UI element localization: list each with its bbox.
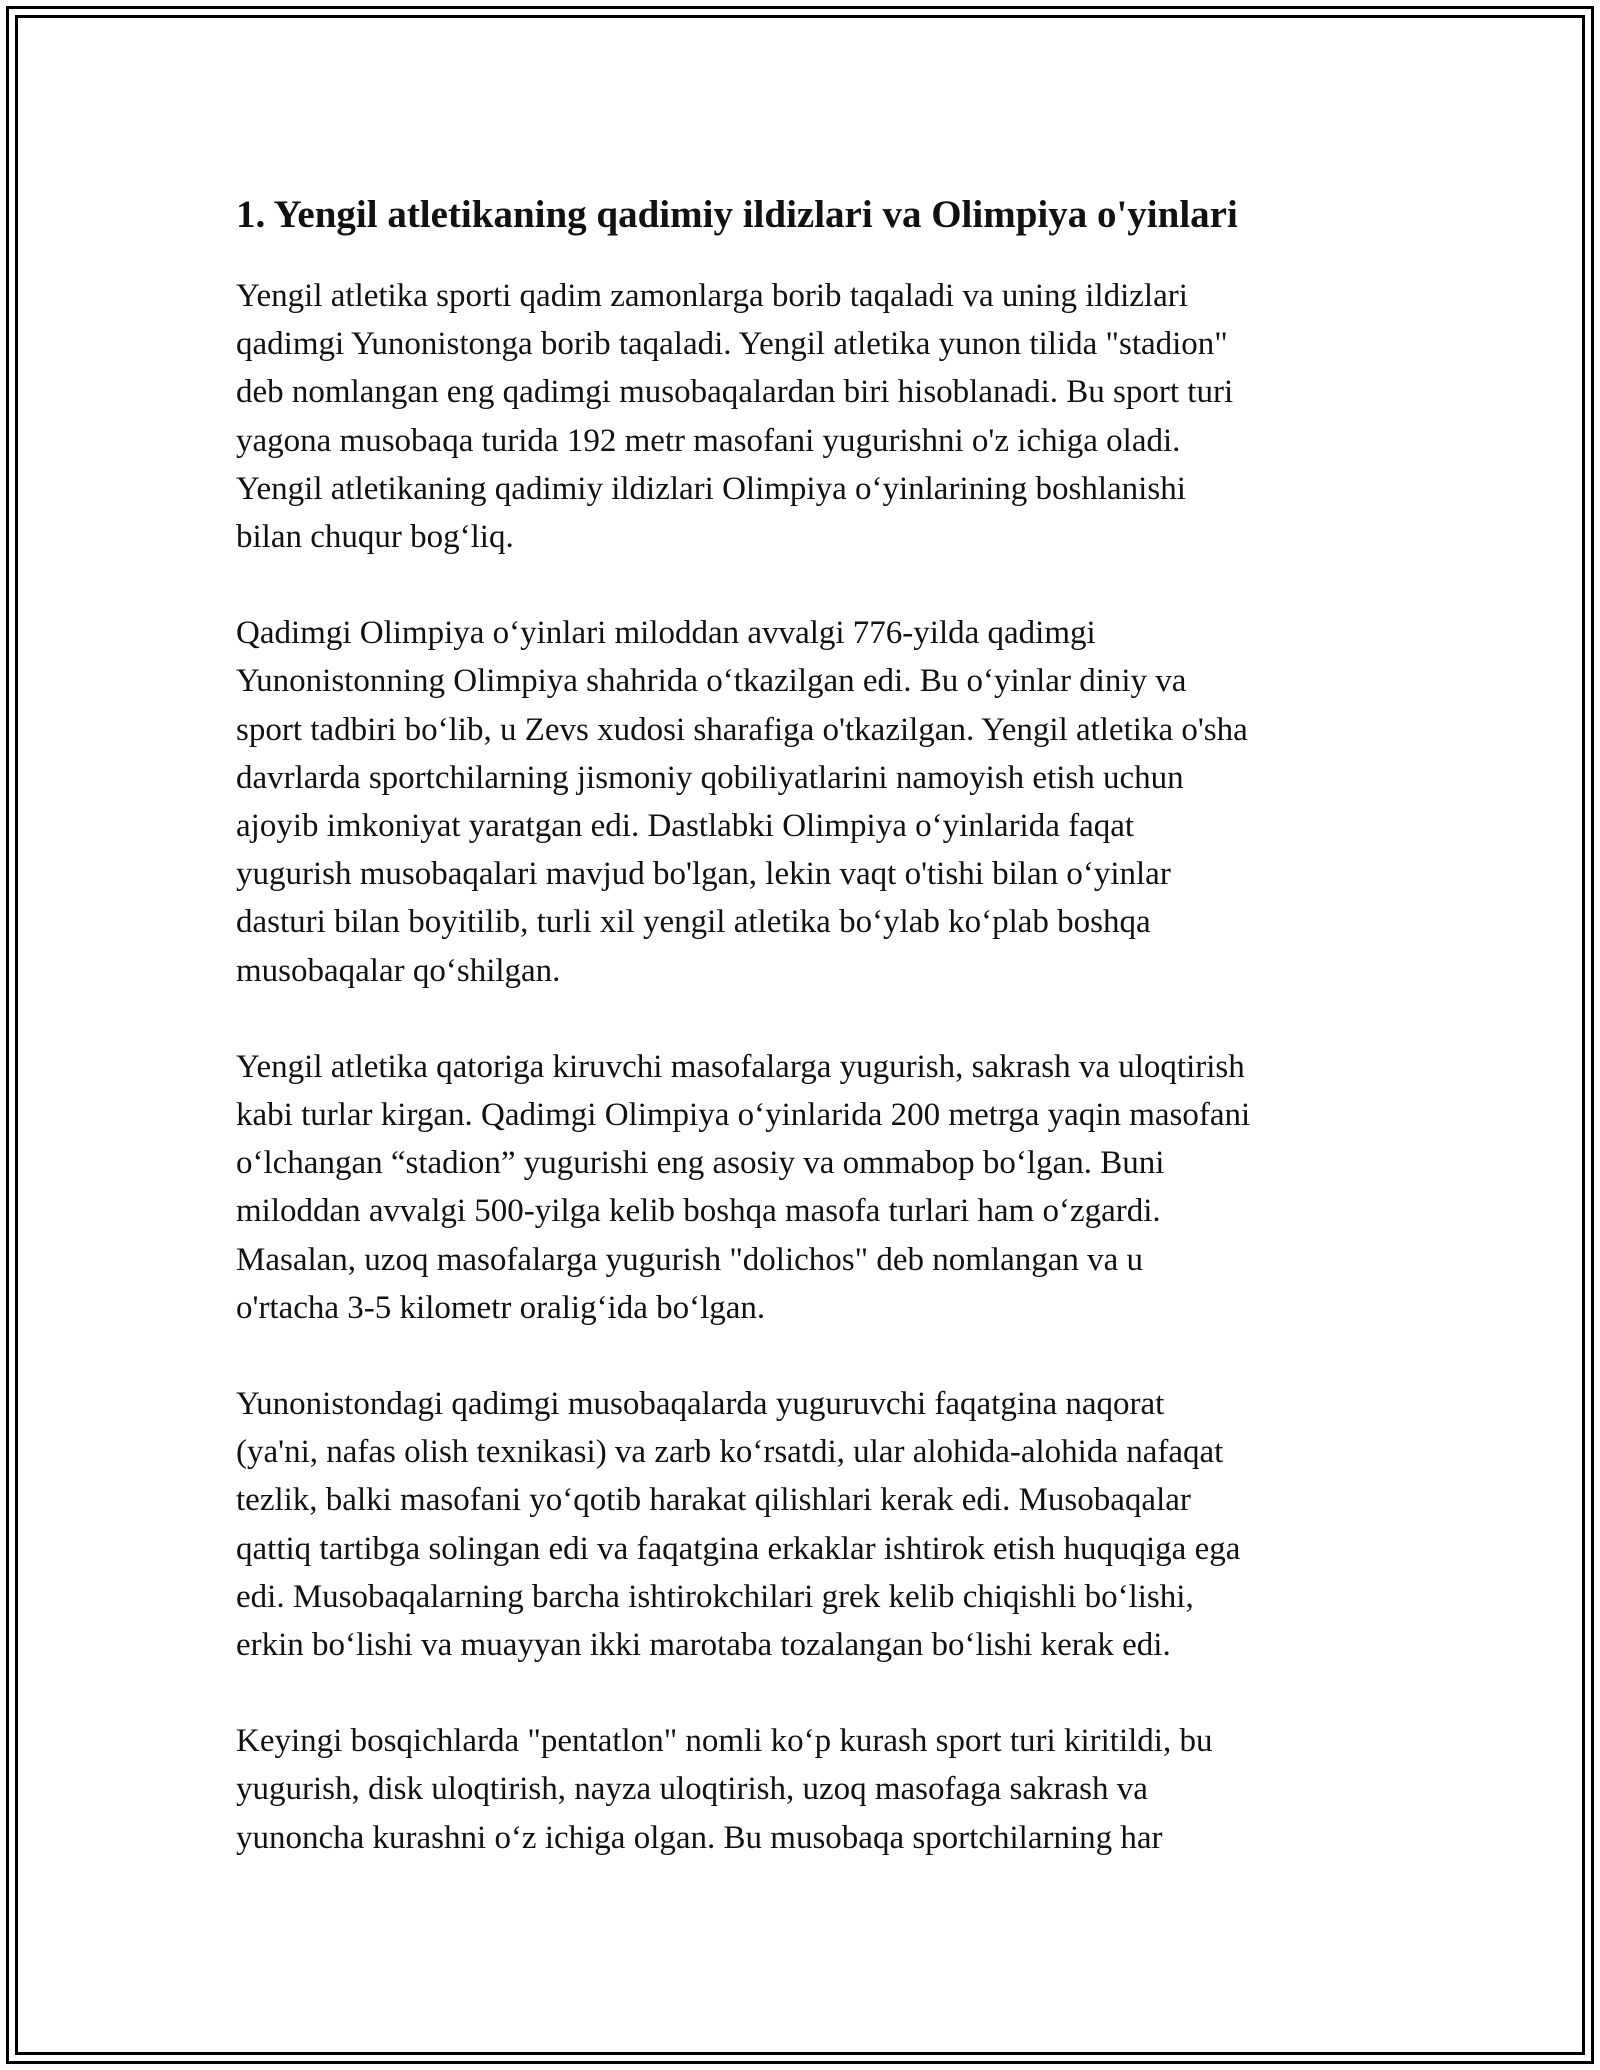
paragraph-2 (236, 609, 1386, 995)
text-line: yugurish musobaqalari mavjud bo'lgan, lekin vaqt o'tishi bilan o‘yinlar (236, 856, 1171, 893)
text-line: tezlik, balki masofani yo‘qotib harakat qilishlari kerak edi. Musobaqalar (236, 1482, 1191, 1519)
text-line: Yunonistondagi qadimgi musobaqalarda yuguruvchi faqatgina naqorat (236, 1386, 1165, 1423)
text-line: Yengil atletika qatoriga kiruvchi masofalarga yugurish, sakrash va uloqtirish (236, 1048, 1245, 1085)
text-line: sport tadbiri bo‘lib, u Zevs xudosi sharafiga o'tkazilgan. Yengil atletika o'sha (236, 711, 1248, 748)
text-line: o‘lchangan “stadion” yugurishi eng asosiy va ommabop bo‘lgan. Buni (236, 1145, 1165, 1182)
text-line: dasturi bilan boyitilib, turli xil yengil atletika bo‘ylab ko‘plab boshqa (236, 904, 1151, 941)
text-line: edi. Musobaqalarning barcha ishtirokchilari grek kelib chiqishli bo‘lishi, (236, 1578, 1194, 1615)
paragraph-5 (236, 1717, 1386, 1862)
document-body (236, 186, 1386, 1910)
text-line: Masalan, uzoq masofalarga yugurish "dolichos" deb nomlangan va u (236, 1241, 1144, 1278)
text-line: erkin bo‘lishi va muayyan ikki marotaba tozalangan bo‘lishi kerak edi. (236, 1627, 1171, 1664)
text-line: deb nomlangan eng qadimgi musobaqalardan biri hisoblanadi. Bu sport turi (236, 374, 1234, 411)
paragraph-1 (236, 272, 1386, 561)
text-line: o'rtacha 3-5 kilometr oralig‘ida bo‘lgan. (236, 1289, 766, 1326)
text-line: Yengil atletikaning qadimiy ildizlari Olimpiya o‘yinlarining boshlanishi (236, 470, 1186, 507)
text-line: yugurish, disk uloqtirish, nayza uloqtirish, uzoq masofaga sakrash va (236, 1771, 1148, 1808)
text-line: yunoncha kurashni o‘z ichiga olgan. Bu musobaqa sportchilarning har (236, 1819, 1163, 1856)
text-line: Yunonistonning Olimpiya shahrida o‘tkazilgan edi. Bu o‘yinlar diniy va (236, 663, 1187, 700)
text-line: yagona musobaqa turida 192 metr masofani yugurishni o'z ichiga oladi. (236, 422, 1181, 459)
text-line: davrlarda sportchilarning jismoniy qobiliyatlarini namoyish etish uchun (236, 759, 1184, 796)
paragraph-4 (236, 1380, 1386, 1669)
text-line: bilan chuqur bog‘liq. (236, 519, 514, 556)
text-line: Keyingi bosqichlarda "pentatlon" nomli ko‘p kurash sport turi kiritildi, bu (236, 1723, 1213, 1760)
text-line: Qadimgi Olimpiya o‘yinlari miloddan avvalgi 776-yilda qadimgi (236, 615, 1096, 652)
text-line: miloddan avvalgi 500-yilga kelib boshqa masofa turlari ham o‘zgardi. (236, 1193, 1161, 1230)
text-line: qattiq tartibga solingan edi va faqatgina erkaklar ishtirok etish huquqiga ega (236, 1530, 1241, 1567)
text-line: (ya'ni, nafas olish texnikasi) va zarb ko‘rsatdi, ular alohida-alohida nafaqat (236, 1434, 1224, 1471)
paragraph-3 (236, 1043, 1386, 1332)
text-line: qadimgi Yunonistonga borib taqaladi. Yengil atletika yunon tilida "stadion" (236, 326, 1228, 363)
text-line: kabi turlar kirgan. Qadimgi Olimpiya o‘yinlarida 200 metrga yaqin masofani (236, 1097, 1251, 1134)
section-heading: 1. Yengil atletikaning qadimiy ildizlari va Olimpiya o'yinlari (236, 193, 1238, 236)
text-line: musobaqalar qo‘shilgan. (236, 952, 561, 989)
text-line: ajoyib imkoniyat yaratgan edi. Dastlabki Olimpiya o‘yinlarida faqat (236, 808, 1135, 845)
text-line: Yengil atletika sporti qadim zamonlarga borib taqaladi va uning ildizlari (236, 278, 1188, 314)
